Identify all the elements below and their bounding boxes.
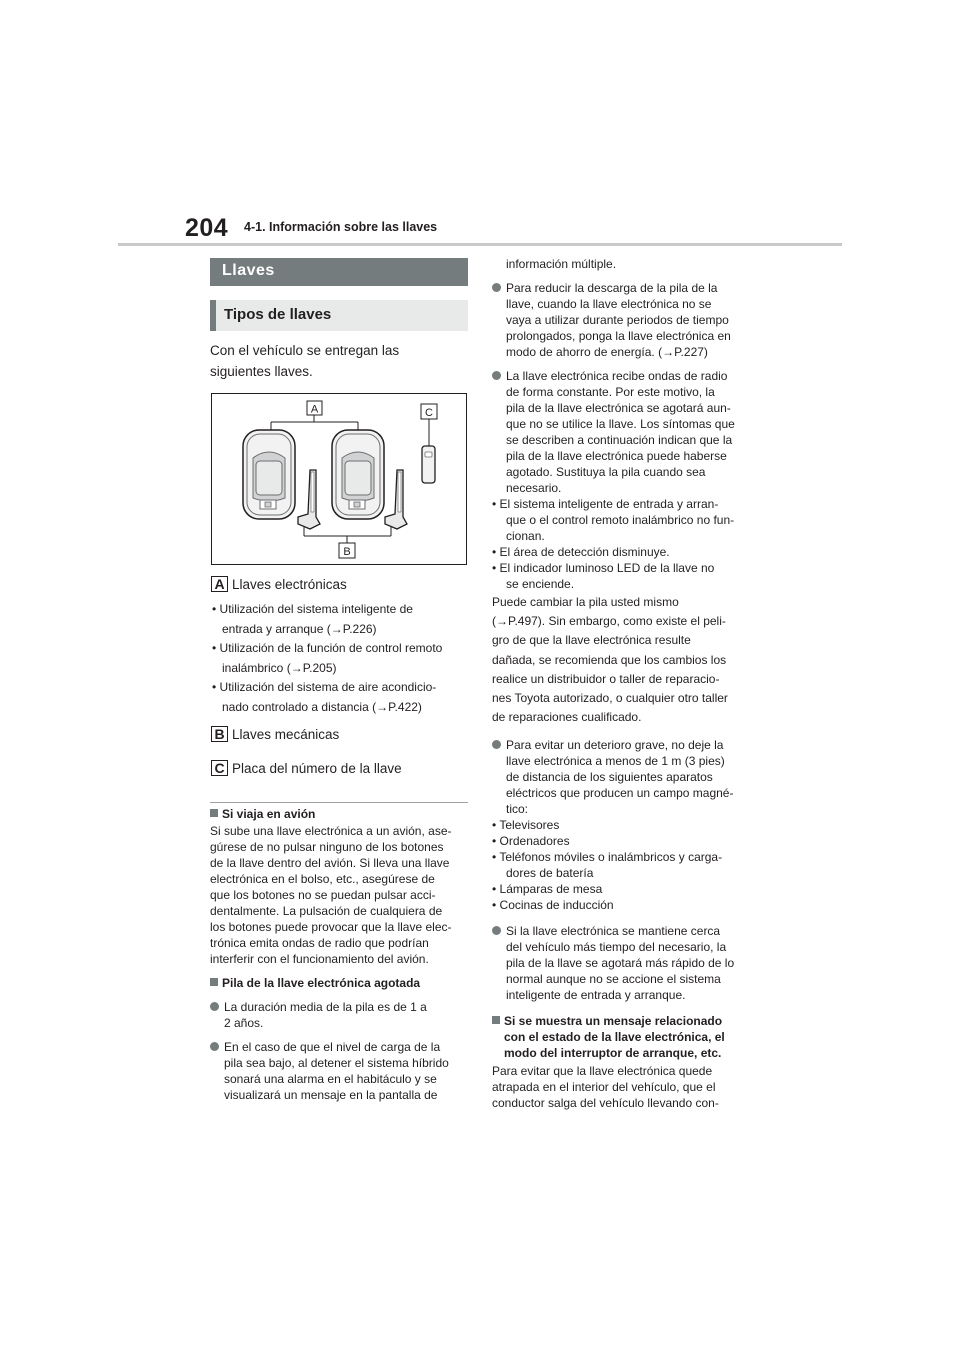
- legend-c-text: Placa del número de la llave: [232, 761, 402, 776]
- list-item: • El sistema inteligente de entrada y arran-: [492, 497, 719, 511]
- legend-a-text: Llaves electrónicas: [232, 577, 347, 592]
- list-item: • Televisores: [492, 818, 560, 833]
- legend-c: [211, 760, 471, 778]
- page-number: 204: [185, 214, 229, 242]
- list-item: • Cocinas de inducción: [492, 898, 614, 913]
- divider: [210, 802, 468, 803]
- note-paragraph: Si sube una llave electrónica a un avión, ase- gúrese de no pulsar ninguno de los botones de la llave dentro del avión. Si lleva una llave electrónica en el bolso, etc., asegúrese de que los botones no se puedan pulsar acci- dentalmente. La pulsación de cualquiera de los botones puede provocar que la llave elec- trónica emita ondas de radio que podrían interferir con el funcionamiento del avión.: [210, 824, 452, 966]
- key-number-plate: [422, 446, 435, 483]
- dot-paragraph: En el caso de que el nivel de carga de la pila sea bajo, al detener el sistema híbrido sonará una alarma en el habitáculo y se visualizará un mensaje en la pantalla de: [210, 1039, 472, 1103]
- section-bar: [210, 258, 468, 286]
- label-c: [421, 404, 437, 419]
- right-column: [492, 256, 754, 1111]
- list-item: • El indicador luminoso LED de la llave no: [492, 561, 715, 575]
- dot-paragraph: Para evitar un deterioro grave, no deje la llave electrónica a menos de 1 m (3 pies) de distancia de los siguientes aparatos eléctricos que producen un campo magné- tico:: [492, 737, 754, 817]
- subsection-title: Tipos de llaves: [224, 306, 332, 323]
- dot-paragraph: La duración media de la pila es de 1 a 2 años.: [210, 999, 472, 1031]
- note-heading: Pila de la llave electrónica agotada: [210, 975, 472, 991]
- intro-line: siguientes llaves.: [210, 364, 313, 379]
- label-b: [339, 543, 355, 558]
- header-title: 4-1. Información sobre las llaves: [244, 220, 438, 234]
- appliance-list: • Televisores • Ordenadores • Teléfonos móviles o inalámbricos y carga- dores de batería • Lámparas de mesa • Cocinas de inducción: [492, 817, 754, 913]
- legend-b-text: Llaves mecánicas: [232, 727, 340, 742]
- list-item: • El área de detección disminuye.: [492, 545, 670, 559]
- header-rule: [118, 243, 842, 246]
- list-item: • Utilización del sistema de aire acondicio- nado controlado a distancia (→P.422): [212, 680, 437, 714]
- keys-illustration: [212, 394, 466, 564]
- note-heading: Si viaja en avión: [210, 806, 472, 822]
- legend-b: [211, 726, 471, 744]
- legend-c-letter: C: [211, 760, 228, 776]
- list-item: • Ordenadores: [492, 834, 570, 849]
- list-item: • Utilización de la función de control remoto inalámbrico (→P.205): [212, 641, 443, 675]
- section-title: Llaves: [222, 262, 275, 279]
- label-a-text: A: [310, 403, 319, 416]
- dot-paragraph: Para reducir la descarga de la pila de la llave, cuando la llave electrónica no se vaya a utilizar durante periodos de tiempo prolongados, ponga la llave electrónica en modo de ahorro de energía. (→P.227): [492, 280, 754, 360]
- legend-a-bullets: [212, 600, 472, 717]
- legend-b-letter: B: [211, 726, 228, 742]
- subsection-bar: [210, 300, 468, 331]
- electronic-key-1: [243, 430, 295, 519]
- legend-a-letter: A: [211, 576, 228, 592]
- label-b-text: B: [343, 546, 351, 558]
- list-item: • Teléfonos móviles o inalámbricos y carga-: [492, 850, 723, 865]
- electronic-key-2: [332, 430, 384, 519]
- list-item: • Lámparas de mesa: [492, 882, 603, 897]
- intro-line: Con el vehículo se entregan las: [210, 343, 400, 358]
- dot-paragraph: Si la llave electrónica se mantiene cerca del vehículo más tiempo del necesario, la pila de la llave se agotará más rápido de lo normal aunque no se accione el sistema inteligente de entrada y arranque.: [492, 923, 754, 1003]
- label-c-text: C: [425, 407, 433, 419]
- continued-text: información múltiple.: [506, 257, 617, 271]
- left-notes: [210, 806, 472, 1103]
- label-a: [307, 401, 322, 416]
- symptom-list: • El sistema inteligente de entrada y arran- que o el control remoto inalámbrico no fun- cionan. • El área de detección disminuye. • El indicador luminoso LED de la llave no se enciende.: [492, 496, 754, 592]
- keys-figure: [211, 393, 467, 565]
- note-heading: Si se muestra un mensaje relacionado con el estado de la llave electrónica, el modo del interruptor de arranque, etc.: [492, 1013, 754, 1061]
- mechanical-key-2: [385, 470, 407, 529]
- list-item: • Utilización del sistema inteligente de entrada y arranque (→P.226): [212, 602, 413, 636]
- legend-a: [211, 576, 471, 594]
- dot-paragraph: La llave electrónica recibe ondas de radio de forma constante. Por este motivo, la pila de la llave electrónica se agotará aun- que no se utilice la llave. Los síntomas que se describen a continuación indican que la pila de la llave electrónica puede haberse agotado. Sustituya la pila cuando sea necesario.: [492, 368, 754, 496]
- intro-text: [210, 340, 470, 382]
- note-paragraph: Para evitar que la llave electrónica quede atrapada en el interior del vehículo, que el conductor salga del vehículo llevando con-: [492, 1064, 719, 1111]
- battery-paragraph: Puede cambiar la pila usted mismo (→P.497). Sin embargo, como existe el peli- gro de que la llave electrónica resulte dañada, se recomienda que los cambios los realice un distribuidor o taller de reparacio- nes Toyota autorizado, o cualquier otro taller de reparaciones cualificado.: [492, 595, 728, 725]
- mechanical-key-1: [298, 470, 320, 529]
